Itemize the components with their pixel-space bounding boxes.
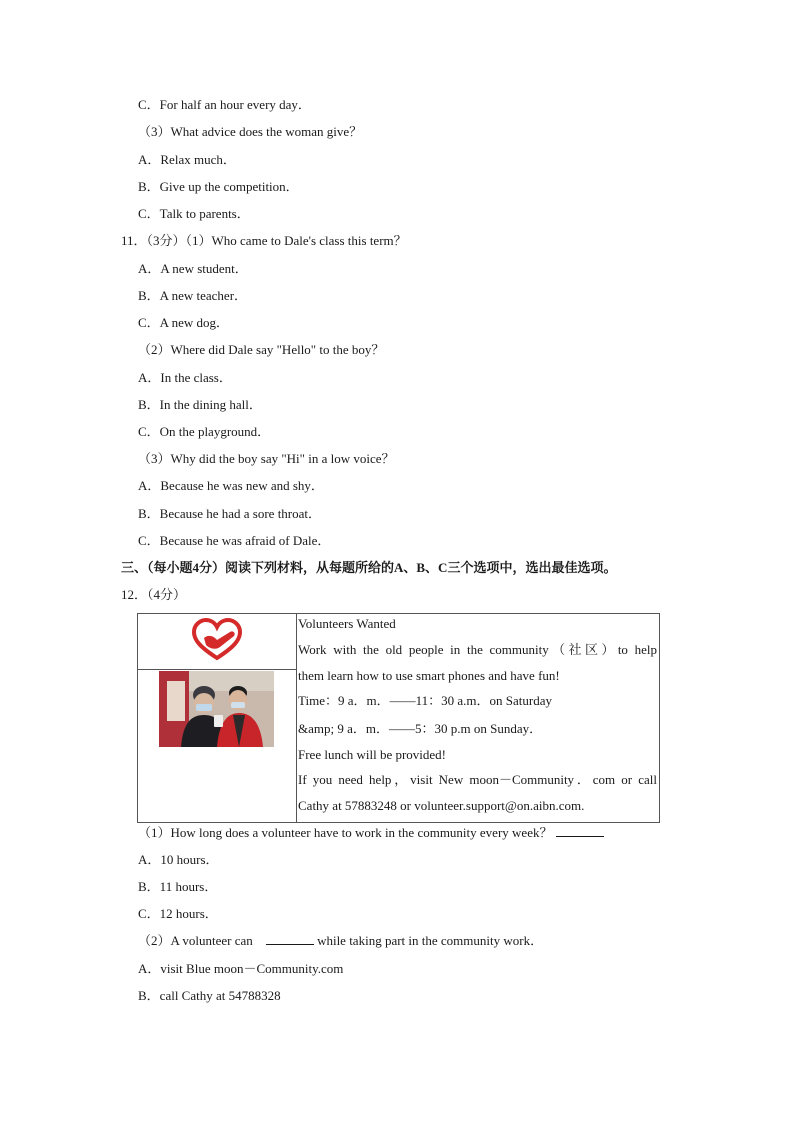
volunteer-photo — [159, 671, 274, 747]
section-heading: 三、（每小题4分）阅读下列材料，从每题所给的A、B、C三个选项中，选出最佳选项。 — [121, 560, 617, 575]
question-11: 11．（3分）（1）Who came to Dale's class this term？ — [121, 233, 407, 248]
ad-line: them learn how to use smart phones and have fun! — [298, 668, 560, 683]
option-a: A．In the class． — [138, 370, 232, 385]
option-a: A．Because he was new and shy． — [138, 478, 324, 493]
option-c: C．Talk to parents． — [138, 206, 250, 221]
option-c: C．On the playground． — [138, 424, 271, 439]
answer-blank — [266, 933, 314, 945]
ad-time: &amp; 9 a．m．——5：30 p.m on Sunday． — [298, 721, 543, 736]
question-3: （3）What advice does the woman give？ — [138, 124, 363, 139]
volunteer-ad-table — [137, 613, 660, 823]
ad-line: Work with the old people in the community（社区）to help — [298, 642, 657, 657]
option-b: B．call Cathy at 54788328 — [138, 988, 281, 1003]
question-12-1 — [138, 825, 604, 841]
option-c: C．Because he was afraid of Dale． — [138, 533, 331, 548]
option-c: C．For half an hour every day． — [138, 97, 311, 112]
question-2: （2）Where did Dale say "Hello" to the boy？ — [138, 342, 385, 357]
answer-blank — [556, 825, 604, 837]
question-text: （2）A volunteer can — [138, 933, 253, 948]
question-text: （1）How long does a volunteer have to work in the community every week？ — [138, 825, 553, 840]
ad-contact: Cathy at 57883248 or volunteer.support@on.aibn.com. — [298, 798, 585, 813]
ad-image-column — [138, 614, 297, 822]
option-a: A．visit Blue moon－Community.com — [138, 961, 344, 976]
question-12-2 — [138, 933, 543, 949]
option-b: B．Give up the competition． — [138, 179, 299, 194]
question-12: 12．（4分） — [121, 587, 187, 602]
option-b: B．11 hours． — [138, 879, 218, 894]
question-text: while taking part in the community work． — [317, 933, 544, 948]
ad-line: Free lunch will be provided! — [298, 747, 447, 762]
option-a: A．Relax much． — [138, 152, 236, 167]
option-b: B．In the dining hall． — [138, 397, 262, 412]
ad-title: Volunteers Wanted — [298, 616, 396, 631]
volunteer-heart-logo — [138, 614, 296, 669]
option-c: C．A new dog． — [138, 315, 230, 330]
ad-text-column — [298, 614, 659, 822]
option-a: A．10 hours． — [138, 852, 219, 867]
option-b: B．A new teacher． — [138, 288, 248, 303]
ad-time: Time：9 a．m．——11：30 a.m．on Saturday — [298, 693, 552, 708]
question-3: （3）Why did the boy say "Hi" in a low voice？ — [138, 451, 395, 466]
logo-cell — [138, 614, 296, 670]
option-a: A．A new student． — [138, 261, 248, 276]
ad-contact: If you need help，visit New moon－Community．com or call — [298, 772, 657, 787]
option-b: B．Because he had a sore throat． — [138, 506, 322, 521]
option-c: C．12 hours． — [138, 906, 218, 921]
